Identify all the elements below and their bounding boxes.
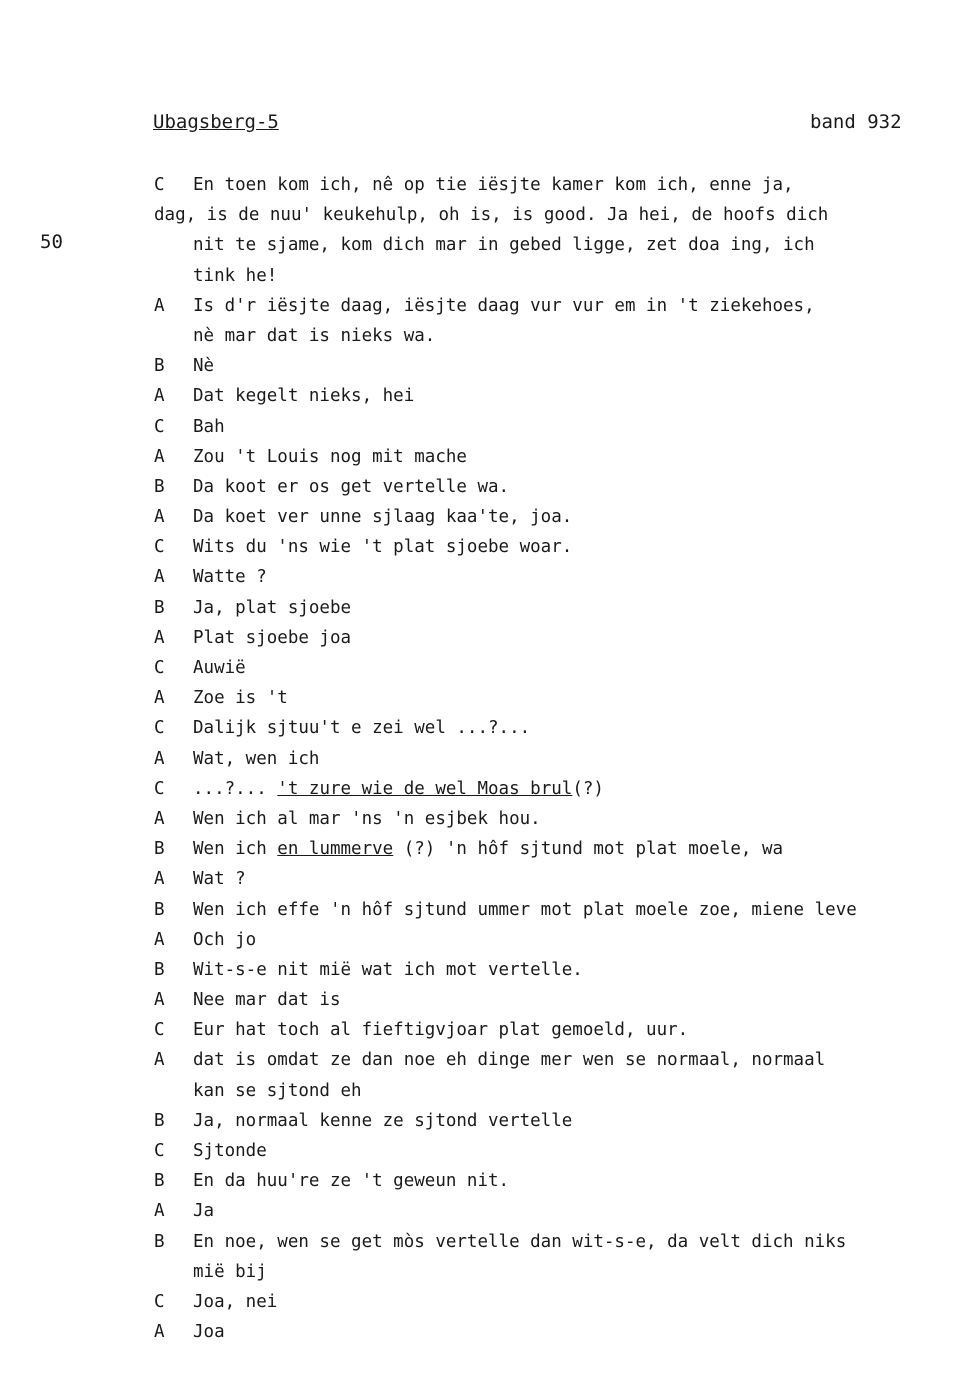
transcript-line: [0, 774, 973, 804]
transcript-line: [0, 351, 973, 381]
transcript-line: [0, 381, 973, 411]
speaker-label: A: [154, 1201, 165, 1222]
speaker-label: A: [154, 1322, 165, 1343]
transcript-line: [0, 1166, 973, 1196]
utterance-text: dat is omdat ze dan noe eh dinge mer wen se normaal, normaal: [193, 1050, 826, 1071]
transcript-entry: [0, 683, 973, 713]
utterance-text: Bah: [193, 416, 225, 437]
utterance-text: En toen kom ich, nê op tie iësjte kamer kom ich, enne ja,: [193, 175, 794, 195]
transcript-line: [0, 442, 973, 472]
utterance-text: En noe, wen se get mòs vertelle dan wit-s-e, da velt dich niks: [193, 1231, 847, 1252]
transcript-entry: [0, 200, 973, 230]
utterance-segment: Wen ich: [193, 839, 278, 860]
utterance-text: Joa, nei: [193, 1291, 278, 1312]
speaker-label: A: [154, 386, 165, 407]
utterance-segment: (?): [572, 778, 604, 799]
speaker-label: B: [154, 839, 165, 860]
transcript-line: [0, 1136, 973, 1166]
speaker-label: C: [154, 175, 165, 195]
utterance-text: Da koot er os get vertelle wa.: [193, 476, 510, 497]
transcript-entry: [0, 895, 973, 925]
utterance-text: Plat sjoebe joa: [193, 627, 352, 648]
transcript-line: [0, 1045, 973, 1075]
transcript-entry: [0, 955, 973, 985]
transcript-line: [0, 834, 973, 864]
utterance-text: Ja, normaal kenne ze sjtond vertelle: [193, 1110, 573, 1131]
transcript-entry: [0, 291, 973, 351]
transcript-line: [0, 170, 973, 200]
transcript-line: [0, 200, 973, 230]
speaker-label: A: [154, 869, 165, 890]
transcript-line: [0, 593, 973, 623]
transcript-entry: [0, 1287, 973, 1317]
speaker-label: B: [154, 597, 165, 618]
utterance-text: mië bij: [193, 1261, 267, 1282]
utterance-text: Wen ich al mar 'ns 'n esjbek hou.: [193, 808, 541, 829]
utterance-text: Da koet ver unne sjlaag kaa'te, joa.: [193, 507, 573, 528]
transcript-entry: [0, 532, 973, 562]
utterance-text: [193, 774, 604, 804]
transcript-line: [0, 804, 973, 834]
transcript-line: [0, 532, 973, 562]
transcript-line: [0, 502, 973, 532]
transcript-entry: [0, 442, 973, 472]
transcript-line: [0, 291, 973, 321]
margin-line-number: 50: [40, 231, 63, 253]
document-title: Ubagsberg-5: [153, 111, 279, 133]
transcript-line: [0, 1227, 973, 1257]
speaker-label: C: [154, 1291, 165, 1312]
utterance-text: dag, is de nuu' keukehulp, oh is, is good. Ja hei, de hoofs dich: [154, 205, 829, 226]
transcript-line: [0, 1257, 973, 1287]
transcript-entry: [0, 834, 973, 864]
utterance-text: Wat ?: [193, 869, 246, 890]
transcript-entry: [0, 864, 973, 894]
utterance-segment: (?) 'n hôf sjtund mot plat moele, wa: [393, 839, 784, 860]
transcript-entry: [0, 985, 973, 1015]
transcript-entry: [0, 925, 973, 955]
transcript-entry: [0, 412, 973, 442]
speaker-label: A: [154, 688, 165, 709]
utterance-text: Wen ich effe 'n hôf sjtund ummer mot plat moele zoe, miene leve: [193, 899, 857, 920]
transcript-line: [0, 895, 973, 925]
speaker-label: B: [154, 1110, 165, 1131]
utterance-text: Dat kegelt nieks, hei: [193, 386, 415, 407]
speaker-label: A: [154, 748, 165, 769]
transcript-entry: [0, 502, 973, 532]
transcript-entry: [0, 593, 973, 623]
speaker-label: A: [154, 567, 165, 588]
transcript-entry: [0, 623, 973, 653]
transcript-entry: [0, 1227, 973, 1287]
transcript-line: [0, 1287, 973, 1317]
speaker-label: C: [154, 718, 165, 739]
transcript-line: [0, 713, 973, 743]
transcript-line: [0, 1317, 973, 1347]
speaker-label: B: [154, 1231, 165, 1252]
utterance-text: Ja, plat sjoebe: [193, 597, 352, 618]
speaker-label: A: [154, 929, 165, 950]
transcript-line: [0, 985, 973, 1015]
speaker-label: A: [154, 295, 165, 316]
transcript-line: [0, 653, 973, 683]
transcript-entry: [0, 381, 973, 411]
speaker-label: A: [154, 446, 165, 467]
speaker-label: B: [154, 899, 165, 920]
transcript-line: [0, 1106, 973, 1136]
speaker-label: A: [154, 990, 165, 1011]
utterance-text: Nee mar dat is: [193, 990, 341, 1011]
transcript-entry: [0, 774, 973, 804]
speaker-label: C: [154, 658, 165, 678]
speaker-label: A: [154, 1050, 165, 1071]
transcript-entry: [0, 713, 973, 743]
transcript-entry: [0, 744, 973, 774]
speaker-label: B: [154, 959, 165, 980]
utterance-text: Wits du 'ns wie 't plat sjoebe woar.: [193, 537, 573, 558]
transcript-line: [0, 1196, 973, 1226]
transcript-entry: [0, 1196, 973, 1226]
speaker-label: C: [154, 537, 165, 558]
speaker-label: A: [154, 507, 165, 528]
transcript-line: [0, 562, 973, 592]
transcript-entry: [0, 1106, 973, 1136]
transcript-line: [0, 412, 973, 442]
transcript-line: [0, 925, 973, 955]
utterance-text: [193, 834, 783, 864]
transcript-line: [0, 321, 973, 351]
band-number: band 932: [810, 111, 902, 133]
speaker-label: B: [154, 1171, 165, 1192]
transcript-line: [0, 955, 973, 985]
transcript-entry: [0, 1015, 973, 1045]
utterance-text: nè mar dat is nieks wa.: [193, 325, 436, 346]
utterance-segment: ...?...: [193, 778, 278, 799]
speaker-label: C: [154, 416, 165, 437]
transcript-line: [0, 744, 973, 774]
utterance-text: Nè: [193, 356, 215, 377]
utterance-text: Zou 't Louis nog mit mache: [193, 446, 467, 467]
transcript-line: [0, 864, 973, 894]
utterance-text: Eur hat toch al fieftigvjoar plat gemoeld, uur.: [193, 1020, 689, 1041]
speaker-label: A: [154, 808, 165, 829]
transcript-entry: [0, 1136, 973, 1166]
transcript-line: [0, 623, 973, 653]
transcript-line: [0, 472, 973, 502]
transcript-entry: [0, 1317, 973, 1347]
utterance-text: En da huu're ze 't geweun nit.: [193, 1171, 510, 1192]
transcript-line: [0, 683, 973, 713]
speaker-label: A: [154, 627, 165, 648]
underlined-text: en lummerve: [277, 839, 394, 860]
speaker-label: C: [154, 778, 165, 799]
speaker-label: C: [154, 1141, 165, 1161]
underlined-text: 't zure wie de wel Moas brul: [277, 778, 573, 799]
speaker-label: C: [154, 1020, 165, 1041]
utterance-text: Auwië: [193, 658, 246, 678]
utterance-text: Is d'r iësjte daag, iësjte daag vur vur em in 't ziekehoes,: [193, 295, 815, 316]
transcript-entry: [0, 472, 973, 502]
utterance-text: tink he!: [193, 265, 278, 286]
utterance-text: Dalijk sjtuu't e zei wel ...?...: [193, 718, 531, 739]
transcript-entry: [0, 351, 973, 381]
utterance-text: Ja: [193, 1201, 215, 1222]
utterance-text: Watte ?: [193, 567, 267, 588]
transcript-entry: [0, 170, 973, 200]
transcript-line: [0, 1015, 973, 1045]
transcript-line: [0, 1076, 973, 1106]
speaker-label: B: [154, 356, 165, 377]
transcript-line: [0, 230, 973, 260]
utterance-text: Joa: [193, 1322, 225, 1343]
utterance-text: Wit-s-e nit mië wat ich mot vertelle.: [193, 959, 583, 980]
transcript-entry: [0, 804, 973, 834]
transcript: [0, 170, 973, 1347]
transcript-entry: [0, 230, 973, 290]
utterance-text: Zoe is 't: [193, 688, 288, 709]
transcript-entry: [0, 653, 973, 683]
utterance-text: kan se sjtond eh: [193, 1080, 362, 1101]
utterance-text: nit te sjame, kom dich mar in gebed ligge, zet doa ing, ich: [193, 235, 815, 256]
utterance-text: Wat, wen ich: [193, 748, 320, 769]
transcript-entry: [0, 562, 973, 592]
utterance-text: Sjtonde: [193, 1141, 267, 1161]
utterance-text: Och jo: [193, 929, 257, 950]
transcript-entry: [0, 1166, 973, 1196]
transcript-entry: [0, 1045, 973, 1105]
transcript-line: [0, 261, 973, 291]
speaker-label: B: [154, 476, 165, 497]
